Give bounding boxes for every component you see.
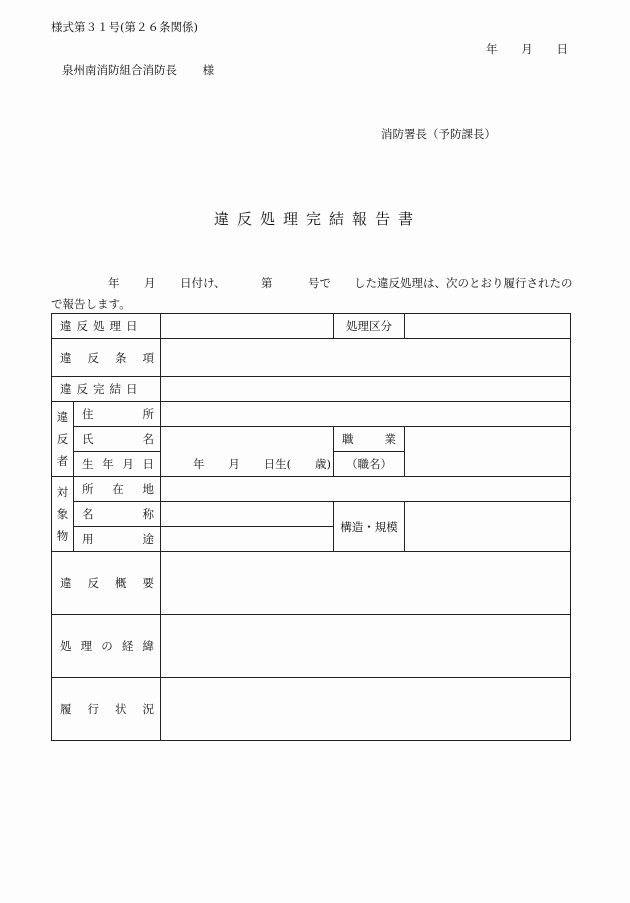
date-year: 年 [486,42,498,56]
violation-clause-field[interactable] [161,339,571,377]
violation-date-field[interactable] [161,314,334,339]
use-field[interactable] [161,527,334,552]
addressee-honorific: 様 [202,63,215,77]
form-number: 様式第３１号(第２６条関係) [51,20,198,34]
name-label: 氏 名 [74,427,161,452]
violation-clause-label: 違 反 条 項 [52,339,161,377]
summary-field[interactable] [161,552,571,615]
intro-year: 年 [108,276,120,290]
birth-label: 生 年 月 日 [74,452,161,477]
designation-field[interactable] [161,502,334,527]
intro-month: 月 [144,276,156,290]
completion-date-label: 違反完結日 [52,377,161,402]
document-title: 違反処理完結報告書 [214,210,422,228]
intro-dai: 第 [261,276,273,290]
structure-label: 構造・規模 [334,502,405,552]
name-birth-field[interactable]: 年 月 日生( 歳) [161,427,334,477]
target-group-label: 対 象 物 [52,477,74,552]
location-field[interactable] [161,477,571,502]
report-table [51,313,571,741]
location-label: 所 在 地 [74,477,161,502]
addressee [62,62,214,78]
category-label: 処理区分 [334,314,405,339]
intro-line-2: で報告します。 [51,297,131,311]
date-month: 月 [521,42,533,56]
intro-day: 日付け、 [180,276,226,290]
violation-date-label: 違反処理日 [52,314,161,339]
status-label: 履 行 状 況 [52,678,161,741]
status-field[interactable] [161,678,571,741]
process-field[interactable] [161,615,571,678]
address-field[interactable] [161,402,571,427]
occupation-label: 職 業 [334,427,405,452]
summary-label: 違 反 概 要 [52,552,161,615]
violator-group-label: 違 反 者 [52,402,74,477]
occupation-field[interactable] [405,427,571,477]
designation-label: 名 称 [74,502,161,527]
use-label: 用 途 [74,527,161,552]
category-field[interactable] [405,314,571,339]
sender: 消防署長（予防課長） [381,127,496,141]
address-label: 住 所 [74,402,161,427]
structure-field[interactable] [405,502,571,552]
job-title-label: （職名） [334,452,405,477]
completion-date-field[interactable] [161,377,571,402]
addressee-name: 泉州南消防組合消防長 [62,63,177,77]
date-line [486,41,568,57]
date-day: 日 [556,42,568,56]
intro-text: した違反処理は、次のとおり履行されたの [354,276,573,290]
intro-go: 号で [308,276,331,290]
process-label: 処 理 の 経 緯 [52,615,161,678]
